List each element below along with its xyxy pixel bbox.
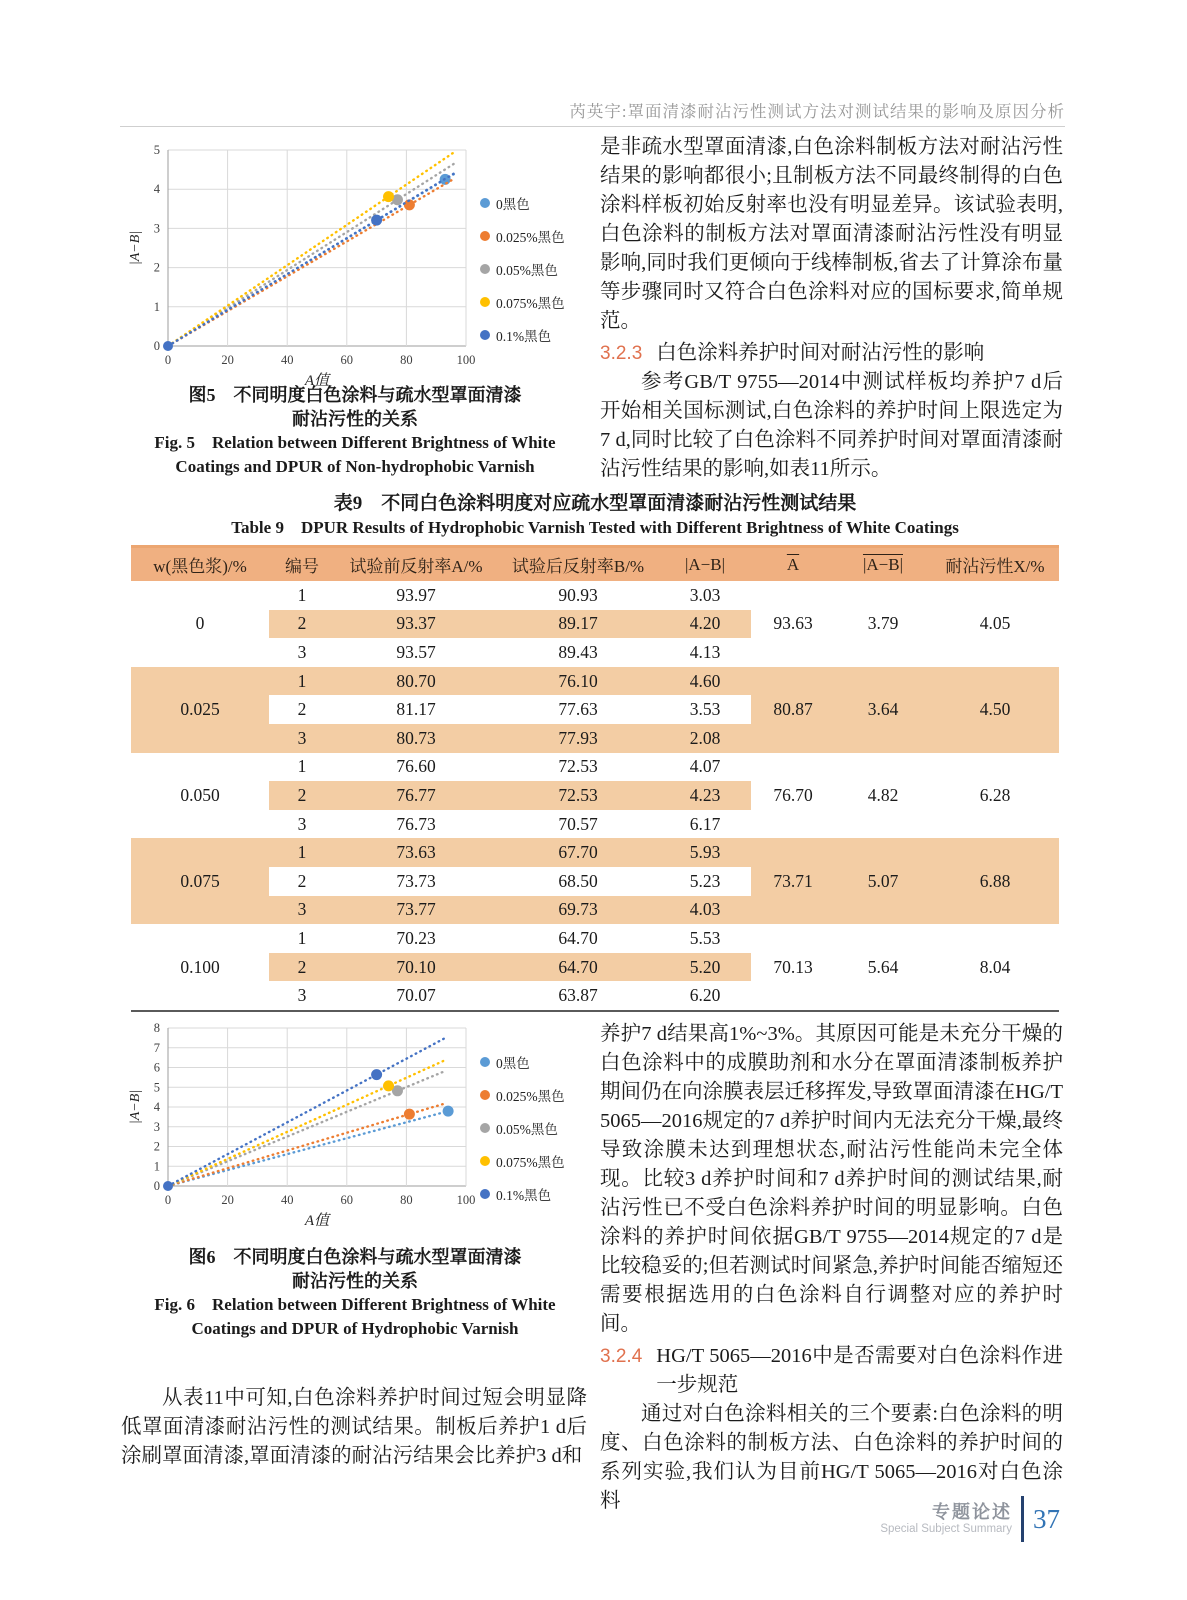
table-cell: 3.03 — [689, 584, 721, 605]
table-row — [131, 581, 1059, 610]
table-header-cell: 编号 — [269, 545, 335, 581]
y-tick-label: 1 — [153, 299, 160, 314]
legend-dot — [480, 1057, 490, 1067]
x-tick-label: 20 — [221, 353, 234, 367]
table-cell: 3 — [297, 813, 307, 834]
table-9 — [131, 545, 1059, 1012]
figure-6-caption-zh-line1: 图6 不同明度白色涂料与疏水型罩面清漆 — [188, 1247, 522, 1267]
legend-label: 0黑色 — [496, 196, 530, 212]
legend-item — [480, 325, 565, 345]
right-column-lower — [600, 1020, 1063, 1516]
table-9-head — [131, 545, 1059, 581]
footer-section-zh: 专题论述 — [932, 1501, 1012, 1522]
table-cell: 76.73 — [396, 813, 436, 834]
footer-section-labels — [880, 1502, 1012, 1537]
figure-5-caption — [120, 384, 590, 478]
data-point — [383, 1080, 394, 1091]
x-axis-label: A值 — [304, 373, 330, 389]
table-cell: 73.63 — [335, 838, 497, 867]
y-tick-label: 0 — [153, 1179, 160, 1193]
legend-item — [480, 1052, 565, 1072]
x-axis-label: A值 — [304, 1213, 330, 1229]
table-cell: 70.13 — [773, 956, 813, 977]
table-cell: 73.71 — [751, 838, 835, 924]
table9-body — [131, 581, 1059, 1010]
table-cell: 0.050 — [180, 784, 220, 805]
x-tick-label: 40 — [280, 353, 294, 367]
table-cell: 5.53 — [689, 927, 721, 948]
figure-6-caption-zh-line2: 耐沾污性的关系 — [292, 1270, 418, 1291]
x-tick-label: 40 — [280, 1193, 294, 1207]
figure-6-legend — [480, 1052, 565, 1204]
origin-point — [163, 341, 173, 351]
table-cell: 93.97 — [396, 584, 436, 605]
table-cell: 93.63 — [773, 613, 813, 634]
x-tick-label: 100 — [456, 1193, 476, 1207]
origin-point — [163, 1181, 173, 1191]
table-cell: 70.57 — [558, 813, 598, 834]
figure-6-chart — [126, 1018, 478, 1237]
table-header-cell: |A−B| — [659, 545, 751, 581]
table-cell: 64.70 — [497, 953, 659, 982]
legend-item — [480, 1184, 565, 1204]
y-tick-label: 3 — [153, 1119, 160, 1134]
table-9-title-en: Table 9 DPUR Results of Hydrophobic Varnish Tested with Different Brightness of White Coatings — [231, 518, 959, 537]
legend-dot — [480, 198, 490, 208]
table-cell: 76.77 — [335, 781, 497, 810]
table-cell: 76.60 — [396, 756, 436, 777]
table-cell: 64.70 — [558, 927, 598, 948]
x-tick-label: 0 — [164, 1193, 172, 1207]
section-title: 白色涂料养护时间对耐沾污性的影响 — [656, 342, 985, 364]
table-cell: 0.075 — [131, 838, 269, 924]
table-cell: 6.28 — [979, 784, 1011, 805]
table-row — [131, 667, 1059, 696]
table-cell: 73.77 — [335, 896, 497, 925]
section-title: HG/T 5065—2016中是否需要对白色涂料作进一步规范 — [656, 1345, 1063, 1396]
running-header: 芮英宇:罩面清漆耐沾污性测试方法对测试结果的影响及原因分析 — [569, 102, 1065, 121]
figure-5-caption-zh-line1: 图5 不同明度白色涂料与疏水型罩面清漆 — [188, 385, 522, 405]
x-tick-label: 80 — [400, 1193, 413, 1207]
table-cell: 0.100 — [180, 956, 220, 977]
table-cell: 6.17 — [689, 813, 721, 834]
y-tick-label: 1 — [153, 1159, 160, 1174]
table-cell: 5.07 — [835, 838, 931, 924]
table-cell: 1 — [269, 838, 335, 867]
trend-line — [168, 1103, 445, 1186]
legend-item — [480, 1118, 565, 1138]
table-cell: 4.60 — [659, 667, 751, 696]
table-header-cell: |A−B| — [835, 545, 931, 581]
figure-5 — [126, 140, 596, 397]
paragraph-continuation: 是非疏水型罩面清漆,白色涂料制板方法对耐沾污性结果的影响都很小;且制板方法不同最终制得的白色涂料样板初始反射率也没有明显差异。该试验表明,白色涂料的制板方法对罩面清漆耐沾污性没有明显影响,同时我们更倾向于线棒制板,省去了计算涂布量等步骤同时又符合白色涂料对应的国标要求,简单规范。 — [600, 136, 1063, 332]
y-axis-label: |A−B| — [128, 230, 143, 266]
table-cell: 93.57 — [396, 641, 436, 662]
table-cell: 72.53 — [558, 756, 598, 777]
trend-line — [168, 1038, 445, 1186]
figure-6 — [126, 1018, 596, 1237]
table-cell: 2 — [269, 695, 335, 724]
table-cell: 67.70 — [497, 838, 659, 867]
table-cell: 76.70 — [773, 784, 813, 805]
table-header-cell: w(黑色浆)/% — [131, 545, 269, 581]
data-point — [371, 1069, 382, 1080]
table-cell: 2 — [269, 867, 335, 896]
table-header-cell: 耐沾污性X/% — [931, 545, 1059, 581]
y-tick-label: 2 — [153, 1139, 160, 1154]
table-cell: 81.17 — [335, 695, 497, 724]
right-column-upper — [600, 133, 1063, 484]
figure-6-caption-en-line2: Coatings and DPUR of Hydrophobic Varnish — [191, 1318, 519, 1338]
page-footer — [760, 1496, 1060, 1542]
table-cell: 6.20 — [689, 985, 721, 1006]
table-cell: 80.87 — [751, 667, 835, 753]
table-cell: 69.73 — [497, 896, 659, 925]
legend-dot — [480, 264, 490, 274]
section-3-2-3 — [600, 339, 1063, 368]
table-cell: 77.93 — [497, 724, 659, 753]
page-number: 37 — [1033, 1503, 1060, 1534]
paragraph-left-bottom: 从表11中可知,白色涂料养护时间过短会明显降低罩面清漆耐沾污性的测试结果。制板后养护1 d后涂刷罩面清漆,罩面清漆的耐沾污结果会比养护3 d和 — [121, 1387, 587, 1467]
table-cell: 70.23 — [396, 927, 436, 948]
legend-label: 0黑色 — [496, 1055, 530, 1071]
y-tick-label: 5 — [153, 1080, 160, 1095]
table-cell: 4.03 — [659, 896, 751, 925]
legend-item — [480, 193, 565, 213]
legend-dot — [480, 1189, 490, 1199]
table-cell: 3 — [269, 724, 335, 753]
footer-divider — [1021, 1496, 1024, 1542]
table-cell: 70.07 — [396, 985, 436, 1006]
trend-line — [168, 1071, 445, 1186]
table-cell: 4.05 — [979, 613, 1011, 634]
table-cell: 80.70 — [335, 667, 497, 696]
y-tick-label: 8 — [153, 1021, 160, 1035]
figure-5-legend — [480, 193, 565, 345]
table-cell: 0 — [195, 613, 205, 634]
legend-label: 0.05%黑色 — [496, 1121, 558, 1137]
data-point — [371, 215, 382, 226]
table-row — [131, 924, 1059, 953]
table-cell: 93.37 — [335, 610, 497, 639]
legend-dot — [480, 1123, 490, 1133]
table-cell: 5.23 — [659, 867, 751, 896]
trend-line — [168, 173, 454, 346]
legend-label: 0.025%黑色 — [496, 1088, 565, 1104]
paragraph-after-table: 养护7 d结果高1%~3%。其原因可能是未充分干燥的白色涂料中的成膜助剂和水分在罩面清漆制板养护期间仍在向涂膜表层迁移挥发,导致罩面清漆在HG/T 5065—2016规定的7 d养护时间内无法充分干燥,最终导致涂膜未达到理想状态,耐沾污性能尚未完全体现。比较3 d养护时间和7 d养护时间的测试结果,耐沾污性已不受白色涂料养护时间的明显影响。白色涂料的养护时间依据GB/T 9755—2014规定的7 d是比较稳妥的;但若测试时间紧急,养护时间能否缩短还需要根据选用的白色涂料自行调整对应的养护时间。 — [600, 1023, 1063, 1335]
legend-dot — [480, 330, 490, 340]
table-cell: 4.23 — [659, 781, 751, 810]
figure-5-chart — [126, 140, 478, 397]
left-column-bottom — [121, 1384, 587, 1471]
table-header-cell: 试验前反射率A/% — [335, 545, 497, 581]
legend-dot — [480, 297, 490, 307]
y-tick-label: 7 — [153, 1040, 160, 1055]
legend-dot — [480, 1090, 490, 1100]
table-cell: 5.93 — [659, 838, 751, 867]
table-cell: 5.64 — [867, 956, 899, 977]
table-9-title-zh: 表9 不同白色涂料明度对应疏水型罩面清漆耐沾污性测试结果 — [333, 493, 857, 514]
table-cell: 77.63 — [497, 695, 659, 724]
legend-label: 0.075%黑色 — [496, 1154, 565, 1170]
table-cell: 89.43 — [558, 641, 598, 662]
figure-6-caption-en-line1: Fig. 6 Relation between Different Brightness of White — [154, 1295, 556, 1314]
paragraph-3-2-4: 通过对白色涂料相关的三个要素:白色涂料的明度、白色涂料的制板方法、白色涂料的养护时间的系列实验,我们认为目前HG/T 5065—2016对白色涂料 — [600, 1403, 1063, 1512]
table-cell: 1 — [269, 667, 335, 696]
y-tick-label: 3 — [153, 221, 160, 236]
legend-dot — [480, 1156, 490, 1166]
data-point — [383, 191, 394, 202]
table-cell: 4.13 — [689, 641, 721, 662]
y-tick-label: 0 — [153, 339, 160, 353]
table-cell: 4.50 — [931, 667, 1059, 753]
table-cell: 3.79 — [867, 613, 899, 634]
trend-line — [168, 164, 454, 346]
table-cell: 72.53 — [497, 781, 659, 810]
figure-5-caption-en-line2: Coatings and DPUR of Non-hydrophobic Varnish — [175, 456, 535, 476]
x-tick-label: 80 — [400, 353, 413, 367]
section-number: 3.2.3 — [600, 343, 643, 364]
y-tick-label: 4 — [153, 182, 160, 197]
table-cell: 4.20 — [659, 610, 751, 639]
data-point — [404, 1109, 415, 1120]
table-row — [131, 753, 1059, 782]
table-cell: 4.07 — [689, 756, 721, 777]
legend-label: 0.1%黑色 — [496, 328, 552, 344]
table-cell: 5.20 — [659, 953, 751, 982]
scatter-chart — [126, 140, 478, 392]
legend-item — [480, 259, 565, 279]
table-9-block — [131, 492, 1059, 1012]
legend-dot — [480, 231, 490, 241]
table-cell: 3 — [297, 641, 307, 662]
table-cell: 2 — [269, 953, 335, 982]
table-cell: 63.87 — [558, 985, 598, 1006]
y-tick-label: 2 — [153, 260, 160, 275]
y-tick-label: 4 — [153, 1100, 160, 1114]
paragraph-3-2-3: 参考GB/T 9755—2014中测试样板均养护7 d后开始相关国标测试,白色涂料的养护时间上限选定为7 d,同时比较了白色涂料不同养护时间对罩面清漆耐沾污性结果的影响,如表11所示。 — [600, 371, 1063, 480]
trend-line — [168, 152, 454, 346]
figure-5-caption-en-line1: Fig. 5 Relation between Different Brightness of White — [154, 433, 556, 452]
x-tick-label: 60 — [340, 1193, 354, 1207]
figure-5-caption-zh-line2: 耐沾污性的关系 — [292, 408, 418, 429]
legend-item — [480, 1151, 565, 1171]
table-row — [131, 838, 1059, 867]
y-tick-label: 5 — [153, 143, 160, 157]
footer-section-en: Special Subject Summary — [880, 1522, 1012, 1535]
legend-label: 0.1%黑色 — [496, 1187, 552, 1203]
scatter-chart — [126, 1018, 478, 1232]
y-tick-label: 6 — [153, 1060, 160, 1075]
legend-label: 0.05%黑色 — [496, 262, 558, 278]
data-point — [443, 1106, 454, 1117]
x-tick-label: 20 — [221, 1193, 234, 1207]
section-3-2-4 — [600, 1342, 1063, 1400]
section-number: 3.2.4 — [600, 1346, 643, 1367]
table-cell: 0.025 — [131, 667, 269, 753]
table-cell: 1 — [297, 756, 307, 777]
header-rule — [120, 126, 1065, 127]
legend-label: 0.025%黑色 — [496, 229, 565, 245]
table-cell: 2.08 — [659, 724, 751, 753]
table-cell: 3.53 — [659, 695, 751, 724]
legend-label: 0.075%黑色 — [496, 295, 565, 311]
table-cell: 1 — [297, 927, 307, 948]
table-cell: 2 — [269, 781, 335, 810]
table-cell: 8.04 — [979, 956, 1011, 977]
table-cell: 2 — [269, 610, 335, 639]
figure-6-caption — [120, 1246, 590, 1340]
legend-item — [480, 292, 565, 312]
table-cell: 6.88 — [931, 838, 1059, 924]
table-cell: 90.93 — [558, 584, 598, 605]
table-cell: 3.64 — [835, 667, 931, 753]
legend-item — [480, 1085, 565, 1105]
table-header-cell: $\overline{A}$ — [751, 545, 835, 581]
table-cell: 4.82 — [867, 784, 899, 805]
table-cell: 89.17 — [497, 610, 659, 639]
table-header-cell: 试验后反射率B/% — [497, 545, 659, 581]
table-cell: 68.50 — [497, 867, 659, 896]
table-cell: 1 — [297, 584, 307, 605]
x-tick-label: 60 — [340, 353, 354, 367]
table-cell: 76.10 — [497, 667, 659, 696]
table-header-row — [131, 545, 1059, 581]
table-cell: 3 — [269, 896, 335, 925]
legend-item — [480, 226, 565, 246]
table-cell: 80.73 — [335, 724, 497, 753]
table-cell: 3 — [297, 985, 307, 1006]
table-cell: 70.10 — [335, 953, 497, 982]
x-tick-label: 100 — [456, 353, 476, 367]
table-cell: 73.73 — [335, 867, 497, 896]
x-tick-label: 0 — [164, 353, 172, 367]
y-axis-label: |A−B| — [128, 1089, 143, 1125]
